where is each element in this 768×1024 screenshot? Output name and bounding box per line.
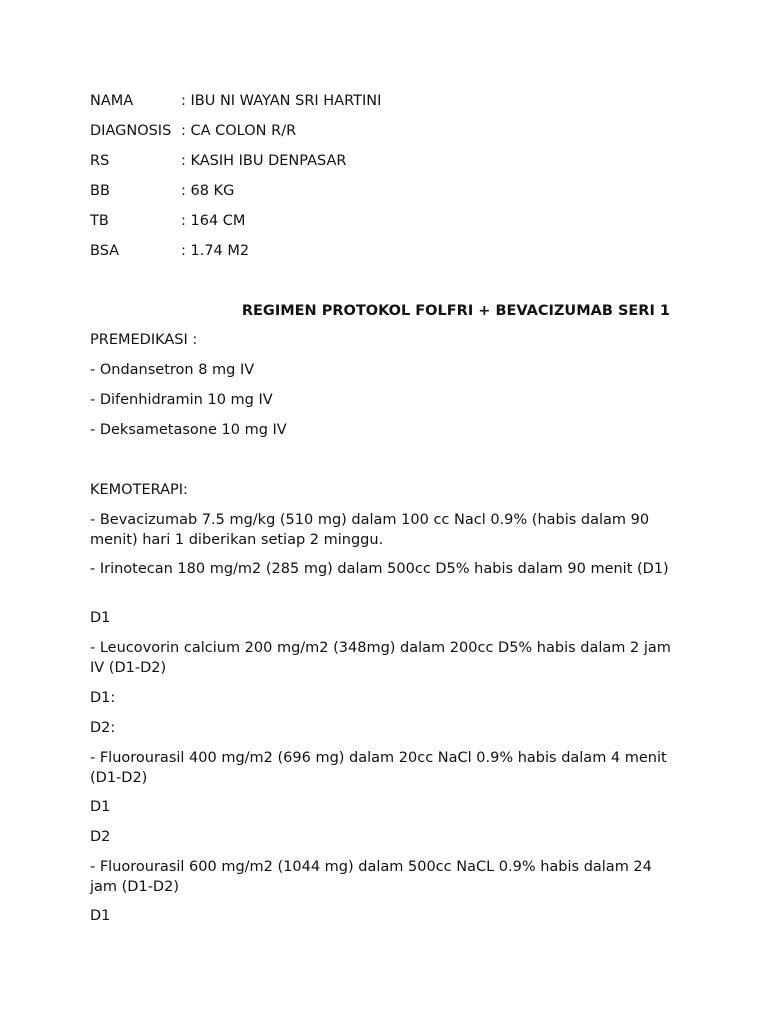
field-label: TB (90, 213, 109, 229)
day-label: D2 (90, 829, 111, 845)
field-value: : 164 CM (181, 213, 246, 229)
field-label: BB (90, 183, 110, 199)
document-title: REGIMEN PROTOKOL FOLFRI + BEVACIZUMAB SERI 1 (241, 303, 670, 319)
field-bb (90, 182, 680, 202)
kemoterapi-item-fluorourasil-infusion: - Fluorourasil 600 mg/m2 (1044 mg) dalam 500cc NaCL 0.9% habis dalam 24 jam (D1-D2) (90, 859, 652, 895)
field-label: BSA (90, 243, 120, 259)
premedikasi-heading: PREMEDIKASI : (90, 332, 198, 348)
field-value: : 1.74 M2 (181, 243, 250, 259)
kemoterapi-item-fluorourasil-bolus: - Fluorourasil 400 mg/m2 (696 mg) dalam 20cc NaCl 0.9% habis dalam 4 menit (D1-D2) (90, 750, 667, 786)
kemoterapi-item-leucovorin: - Leucovorin calcium 200 mg/m2 (348mg) dalam 200cc D5% habis dalam 2 jam IV (D1-D2) (90, 640, 671, 676)
field-value: : KASIH IBU DENPASAR (181, 153, 347, 169)
field-label: NAMA (90, 93, 134, 109)
field-bsa (90, 242, 680, 262)
field-value: : 68 KG (181, 183, 235, 199)
day-label: D1 (90, 908, 111, 924)
day-label: D1 (90, 610, 111, 626)
premedikasi-item: - Deksametasone 10 mg IV (90, 422, 287, 438)
field-value: : CA COLON R/R (181, 123, 297, 139)
kemoterapi-item-irinotecan: - Irinotecan 180 mg/m2 (285 mg) dalam 500cc D5% habis dalam 90 menit (D1) (90, 561, 669, 577)
field-label: RS (90, 153, 110, 169)
field-nama (90, 92, 680, 112)
field-tb (90, 212, 680, 232)
day-label: D2: (90, 720, 116, 736)
kemoterapi-heading: KEMOTERAPI: (90, 482, 188, 498)
field-rs (90, 152, 680, 172)
field-diagnosis (90, 122, 680, 142)
field-label: DIAGNOSIS (90, 123, 172, 139)
field-value: : IBU NI WAYAN SRI HARTINI (181, 93, 382, 109)
premedikasi-item: - Difenhidramin 10 mg IV (90, 392, 273, 408)
kemoterapi-item-bevacizumab: - Bevacizumab 7.5 mg/kg (510 mg) dalam 100 cc Nacl 0.9% (habis dalam 90 menit) hari 1 diberikan setiap 2 minggu. (90, 512, 650, 548)
premedikasi-item: - Ondansetron 8 mg IV (90, 362, 255, 378)
day-label: D1: (90, 690, 116, 706)
day-label: D1 (90, 799, 111, 815)
